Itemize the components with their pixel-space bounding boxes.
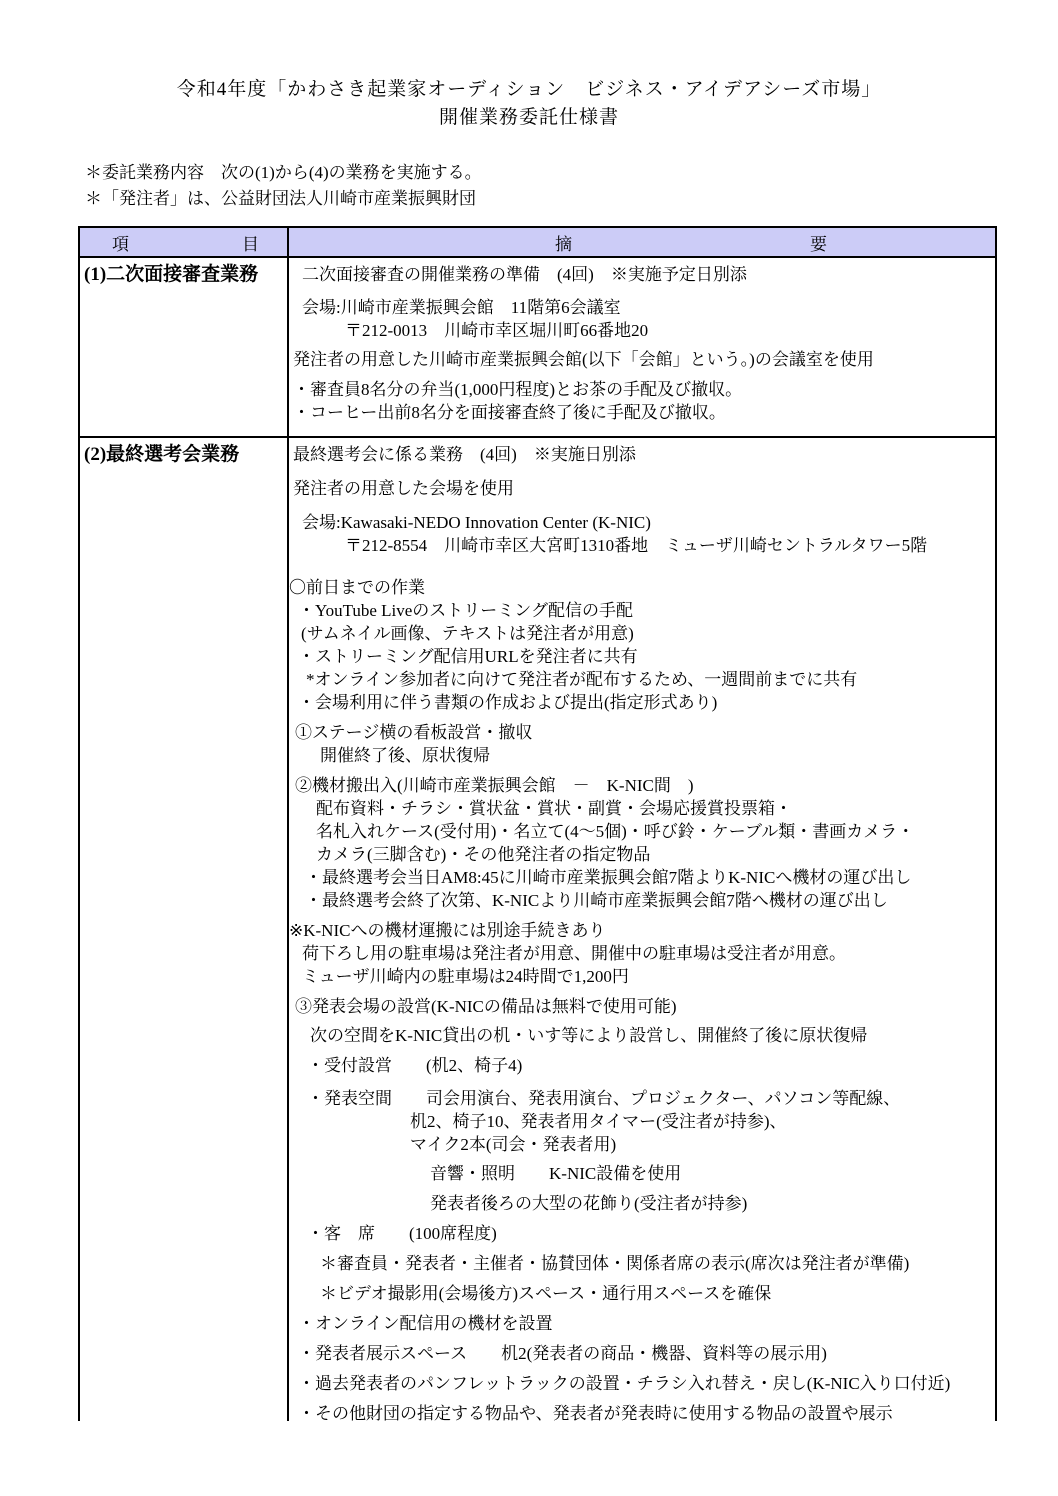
document-title	[0, 76, 1058, 132]
row-item-label: (1)二次面接審査業務	[84, 264, 259, 285]
spec-line: *オンライン参加者に向けて発注者が配布するため、一週間前までに共有	[306, 670, 858, 689]
spec-line: ・客 席 (100席程度)	[307, 1224, 497, 1243]
spec-line: 名札入れケース(受付用)・名立て(4～5個)・呼び鈴・ケーブル類・書画カメラ・	[316, 822, 915, 841]
preamble	[85, 160, 482, 212]
spec-line: ・過去発表者のパンフレットラックの設置・チラシ入れ替え・戻し(K-NIC入り口付近)	[298, 1374, 951, 1393]
document-title-line2: 開催業務委託仕様書	[438, 107, 619, 128]
column-header-summary-char2: 要	[810, 234, 827, 254]
spec-line: 会場:川崎市産業振興会館 11階第6会議室	[302, 298, 621, 317]
spec-line: ・受付設営 (机2、椅子4)	[307, 1056, 523, 1075]
spec-line: ・YouTube Liveのストリーミング配信の手配	[298, 601, 633, 620]
spec-line: ＊審査員・発表者・主催者・協賛団体・関係者席の表示(席次は発注者が準備)	[320, 1254, 910, 1273]
spec-line: 〒212-0013 川崎市幸区堀川町66番地20	[345, 321, 649, 340]
table-rows	[80, 258, 995, 1421]
spec-line: 荷下ろし用の駐車場は発注者が用意、開催中の駐車場は受注者が用意。	[302, 944, 846, 963]
row-summary-cell	[289, 438, 995, 1421]
spec-line: (サムネイル画像、テキストは発注者が用意)	[301, 624, 634, 643]
spec-line: ・発表者展示スペース 机2(発表者の商品・機器、資料等の展示用)	[298, 1344, 827, 1363]
column-header-item-char1: 項	[112, 234, 129, 254]
preamble-note-1: ＊委託業務内容 次の(1)から(4)の業務を実施する。	[85, 163, 482, 182]
spec-line: ・ストリーミング配信用URLを発注者に共有	[298, 647, 638, 666]
spec-line: マイク2本(司会・発表者用)	[410, 1135, 617, 1154]
spec-line: ※K-NICへの機材運搬には別途手続きあり	[289, 921, 606, 940]
column-header-summary	[289, 228, 995, 256]
spec-table	[78, 226, 997, 1421]
column-header-summary-char1: 摘	[555, 234, 572, 254]
spec-line: ミューザ川崎内の駐車場は24時間で1,200円	[302, 967, 629, 986]
spec-line: ・最終選考会終了次第、K-NICより川崎市産業振興会館7階へ機材の運び出し	[305, 891, 888, 910]
spec-line: 会場:Kawasaki-NEDO Innovation Center (K-NIC)	[302, 513, 651, 532]
spec-line: ①ステージ横の看板設営・撤収	[295, 723, 533, 742]
table-row	[80, 438, 995, 1421]
spec-line: 二次面接審査の開催業務の準備 (4回) ※実施予定日別添	[302, 265, 747, 284]
column-header-item	[80, 228, 289, 256]
row-summary-cell	[289, 258, 995, 436]
spec-line: 最終選考会に係る業務 (4回) ※実施日別添	[293, 445, 636, 464]
column-header-item-char2: 目	[242, 234, 259, 254]
row-item-label: (2)最終選考会業務	[84, 444, 240, 465]
table-row	[80, 258, 995, 438]
spec-line: 開催終了後、原状復帰	[320, 746, 490, 765]
table-header-row	[80, 228, 995, 258]
document-title-line1: 令和4年度「かわさき起業家オーディション ビジネス・アイデアシーズ市場」	[176, 79, 882, 100]
spec-line: ・会場利用に伴う書類の作成および提出(指定形式あり)	[298, 693, 718, 712]
spec-line: 発注者の用意した会場を使用	[293, 479, 514, 498]
spec-line: 発表者後ろの大型の花飾り(受注者が持参)	[430, 1194, 748, 1213]
row-item-cell	[80, 438, 289, 1421]
spec-line: ②機材搬出入(川崎市産業振興会館 － K-NIC間 )	[295, 776, 694, 795]
spec-line: 次の空間をK-NIC貸出の机・いす等により設営し、開催終了後に原状復帰	[310, 1026, 868, 1045]
spec-line: 〇前日までの作業	[289, 578, 425, 597]
spec-line: ③発表会場の設営(K-NICの備品は無料で使用可能)	[295, 997, 677, 1016]
spec-line: ・オンライン配信用の機材を設置	[298, 1314, 553, 1333]
spec-line: ＊ビデオ撮影用(会場後方)スペース・通行用スペースを確保	[320, 1284, 772, 1303]
spec-line: 配布資料・チラシ・賞状盆・賞状・副賞・会場応援賞投票箱・	[316, 799, 792, 818]
preamble-note-2: ＊「発注者」は、公益財団法人川崎市産業振興財団	[85, 189, 476, 208]
spec-line: 音響・照明 K-NIC設備を使用	[430, 1164, 682, 1183]
spec-line: 〒212-8554 川崎市幸区大宮町1310番地 ミューザ川崎セントラルタワー5階	[345, 536, 928, 555]
spec-line: ・その他財団の指定する物品や、発表者が発表時に使用する物品の設置や展示	[298, 1404, 893, 1421]
spec-line: 発注者の用意した川崎市産業振興会館(以下「会館」という。)の会議室を使用	[293, 350, 874, 369]
spec-line: カメラ(三脚含む)・その他発注者の指定物品	[316, 845, 651, 864]
spec-line: ・最終選考会当日AM8:45に川崎市産業振興会館7階よりK-NICへ機材の運び出し	[305, 868, 912, 887]
spec-line: 机2、椅子10、発表者用タイマー(受注者が持参)、	[410, 1112, 787, 1131]
spec-line: ・発表空間 司会用演台、発表用演台、プロジェクター、パソコン等配線、	[307, 1089, 901, 1108]
spec-line: ・コーヒー出前8名分を面接審査終了後に手配及び撤収。	[293, 403, 726, 422]
spec-line: ・審査員8名分の弁当(1,000円程度)とお茶の手配及び撤収。	[293, 380, 743, 399]
row-item-cell	[80, 258, 289, 436]
